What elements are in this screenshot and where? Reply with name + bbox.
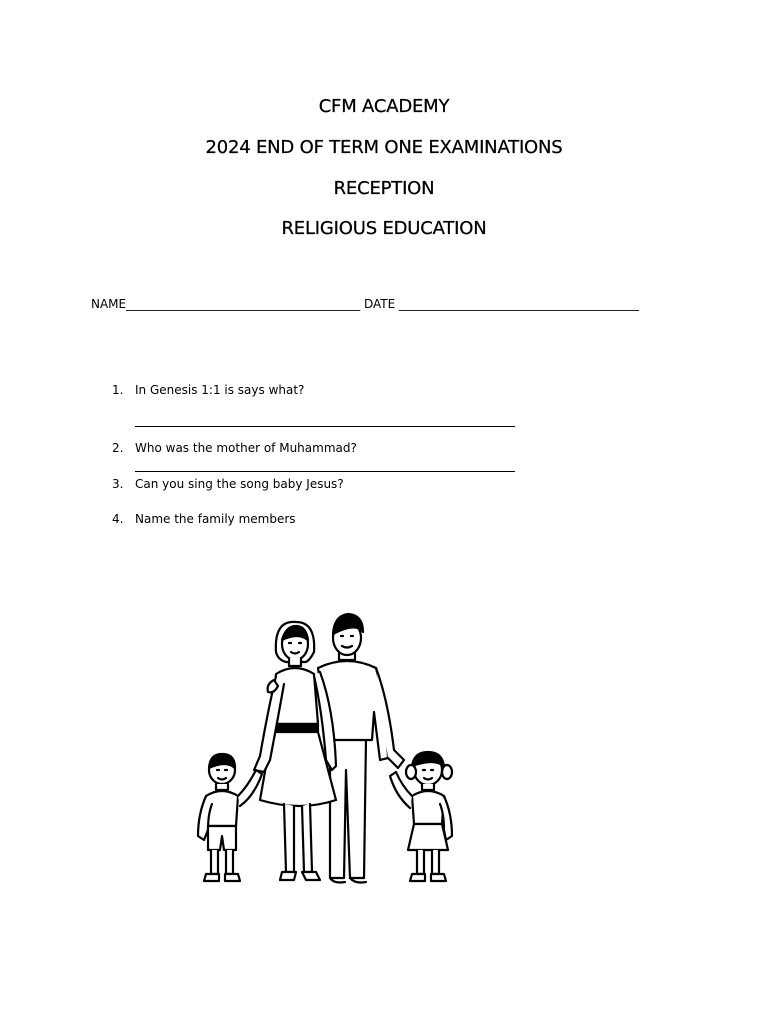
question-item <box>112 441 357 455</box>
question-text: Who was the mother of Muhammad? <box>135 441 357 455</box>
question-item <box>112 512 296 526</box>
girl-figure <box>390 752 452 881</box>
question-number: 2. <box>112 441 124 455</box>
answer-line[interactable] <box>135 471 515 472</box>
school-name: CFM ACADEMY <box>318 96 450 117</box>
date-label: DATE <box>363 297 396 311</box>
question-number: 4. <box>112 512 124 526</box>
question-item <box>112 477 344 491</box>
question-number: 1. <box>112 383 124 397</box>
class-title: RECEPTION <box>333 178 435 199</box>
question-item <box>112 383 304 397</box>
question-text: Name the family members <box>135 512 296 526</box>
name-blank[interactable]: _______________________________________ <box>126 297 361 311</box>
question-text: Can you sing the song baby Jesus? <box>135 477 344 491</box>
date-blank[interactable]: ________________________________________ <box>399 297 639 311</box>
question-text: In Genesis 1:1 is says what? <box>135 383 305 397</box>
boy-figure <box>198 754 262 881</box>
mother-figure <box>254 622 336 880</box>
name-date-line <box>91 297 639 311</box>
name-label: NAME <box>91 297 127 311</box>
answer-line[interactable] <box>135 426 515 427</box>
question-number: 3. <box>112 477 124 491</box>
family-illustration-icon <box>190 600 460 890</box>
exam-title: 2024 END OF TERM ONE EXAMINATIONS <box>205 137 563 158</box>
subject-title: RELIGIOUS EDUCATION <box>281 218 487 239</box>
